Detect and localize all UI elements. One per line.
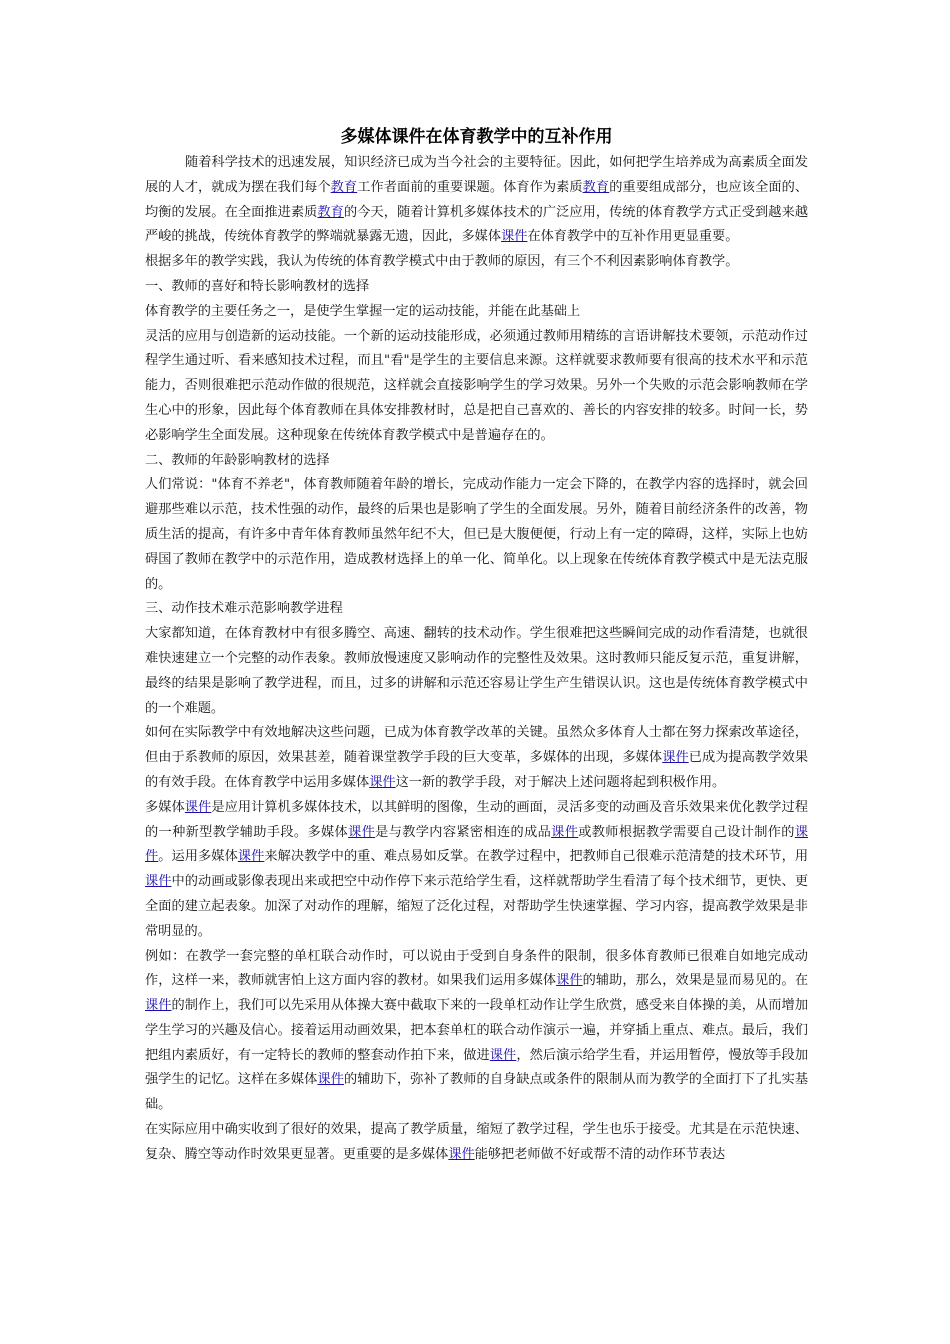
keyword-link[interactable]: 课件 [184, 799, 212, 815]
keyword-link[interactable]: 课件 [448, 1146, 475, 1162]
keyword-link[interactable]: 课件 [369, 774, 396, 790]
paragraph [145, 473, 808, 597]
keyword-link[interactable]: 课件 [556, 973, 583, 989]
document-title: 多媒体课件在体育教学中的互补作用 [340, 127, 613, 147]
paragraph [145, 250, 808, 275]
paragraph-text: 的今天，随着计算机多媒体技术的广泛应用，传统的体育教学方式正受到越来越严峻的挑战，传统体育教学的弊端就暴露无遗，因此，多媒体 [145, 204, 809, 245]
keyword-link[interactable]: 教育 [582, 179, 610, 195]
keyword-link[interactable]: 课件 [501, 229, 528, 245]
paragraph [145, 151, 808, 250]
paragraph-text: 人们常说："体育不养老"，体育教师随着年龄的增长，完成动作能力一定会下降的，在教学内容的选择时，就会回避那些难以示范，技术性强的动作，最终的后果也是影响了学生的全面发展。另外，随着目前经济条件的改善，物质生活的提高，有许多中青年体育教师虽然年纪不大，但已是大腹便便，行动上有一定的障碍，这样，实际上也妨碍国了教师在教学中的示范作用，造成教材选择上的单一化、简单化。以上现象在传统体育教学模式中是无法克服的。 [145, 477, 808, 592]
paragraph-text: 这一新的教学手段，对于解决上述问题将起到积极作用。 [395, 774, 726, 790]
paragraph-text: 的辅助，那么，效果是显而易见的。在 [582, 973, 809, 989]
paragraph [145, 721, 808, 795]
paragraph-text: 大家都知道，在体育教材中有很多腾空、高速、翻转的技术动作。学生很难把这些瞬间完成的动作看清楚，也就很难快速建立一个完整的动作表象。教师放慢速度又影响动作的完整性及效果。这时教师只能反复示范，重复讲解，最终的结果是影响了教学进程，而且，过多的讲解和示范还容易让学生产生错误认识。这也是传统体育教学模式中的一个难题。 [145, 626, 808, 716]
keyword-link[interactable]: 课件 [489, 1047, 517, 1063]
keyword-link[interactable]: 教育 [317, 204, 344, 220]
keyword-link[interactable]: 课件 [145, 874, 172, 890]
paragraph-text: 随着科学技术的迅速发展，知识经济已成为当今社会的主要特征。因此，如何把学生培养成为高素质全面发展的人才，就成为摆在我们每个 [145, 155, 808, 195]
document-body [145, 151, 808, 1168]
paragraph-text: 的重要组成部分，也应该全面的、均衡的发展。在全面推进素质 [145, 179, 809, 220]
document-page [145, 124, 808, 1168]
paragraph-text: 根据多年的教学实践，我认为传统的体育教学模式中由于教师的原因，有三个不利因素影响体育教学。 [145, 254, 739, 270]
paragraph-text: 如何在实际教学中有效地解决这些问题，已成为体育教学改革的关键。虽然众多体育人士都在努力探索改革途径，但由于系教师的原因，效果甚差，随着课堂教学手段的巨大变革，多媒体的出现，多媒体 [145, 725, 808, 766]
paragraph-text: 二、教师的年龄影响教材的选择 [145, 452, 330, 468]
paragraph-text: 在体育教学中的互补作用更显重要。 [527, 229, 739, 245]
keyword-link[interactable]: 课件 [145, 824, 809, 865]
paragraph [145, 275, 808, 300]
paragraph-text: 体育教学的主要任务之一，是使学生掌握一定的运动技能，并能在此基础上 [145, 303, 581, 319]
paragraph-text: 在实际应用中确实收到了很好的效果，提高了教学质量，缩短了教学过程，学生也乐于接受。尤其是在示范快速、复杂、腾空等动作时效果更显著。更重要的是多媒体 [145, 1122, 808, 1162]
paragraph-text: 来解决教学中的重、难点易如反掌。在教学过程中，把教师自己很难示范清楚的技术环节，用 [264, 849, 809, 865]
paragraph [145, 449, 808, 474]
paragraph-text: 的辅助下，弥补了教师的自身缺点或条件的限制从而为教学的全面打下了扎实基础。 [145, 1072, 809, 1113]
paragraph-text: 。运用多媒体 [158, 849, 238, 865]
paragraph [145, 300, 808, 325]
keyword-link[interactable]: 教育 [330, 179, 358, 195]
paragraph-text: 或教师根据教学需要自己设计制作的 [578, 824, 795, 840]
paragraph-text: 例如：在教学一套完整的单杠联合动作时，可以说由于受到自身条件的限制，很多体育教师已很难自如地完成动作，这样一来，教师就害怕上这方面内容的教材。如果我们运用多媒体 [145, 948, 808, 989]
paragraph-text: 三、动作技术难示范影响教学进程 [145, 601, 343, 617]
paragraph-text: 灵活的应用与创造新的运动技能。一个新的运动技能形成，必须通过教师用精练的言语讲解技术要领，示范动作过程学生通过听、看来感知技术过程，而且"看"是学生的主要信息来源。这样就要求教师要有很高的技术水平和示范能力，否则很难把示范动作做的很规范，这样就会直接影响学生的学习效果。另外一个失败的示范会影响教师在学生心中的形象，因此每个体育教师在具体安排教材时，总是把自己喜欢的、善长的内容安排的较多。时间一长，势必影响学生全面发展。这种现象在传统体育教学模式中是普遍存在的。 [145, 328, 808, 443]
paragraph-text: 是与教学内容紧密相连的成品 [375, 824, 552, 840]
paragraph [145, 597, 808, 622]
paragraph-text: 一、教师的喜好和特长影响教材的选择 [145, 278, 370, 294]
paragraph [145, 1118, 808, 1168]
paragraph-text: 能够把老师做不好或帮不清的动作环节表达 [474, 1146, 726, 1162]
paragraph-text: 的制作上，我们可以先采用从体操大赛中截取下来的一段单杠动作让学生欣赏，感受来自体操的美，从而增加学生学习的兴趣及信心。接着运用动画效果，把本套单杠的联合动作演示一遍，并穿插上重点、难点。最后，我们把组内素质好，有一定特长的教师的整套动作拍下来，做进 [145, 998, 809, 1063]
paragraph-text: ，然后演示给学生看，并运用暂停，慢放等手段加强学生的记忆。这样在多媒体 [145, 1047, 809, 1088]
paragraph [145, 622, 808, 721]
paragraph [145, 945, 808, 1119]
paragraph-text: 是应用计算机多媒体技术，以其鲜明的图像，生动的画面，灵活多变的动画及音乐效果来优化教学过程的一种新型教学辅助手段。多媒体 [145, 799, 809, 840]
keyword-link[interactable]: 课件 [348, 824, 376, 840]
paragraph [145, 796, 808, 945]
keyword-link[interactable]: 课件 [237, 849, 265, 865]
paragraph-text: 中的动画或影像表现出来或把空中动作停下来示范给学生看，这样就帮助学生看清了每个技术细节，更快、更全面的建立起表象。加深了对动作的理解，缩短了泛化过程，对帮助学生快速掌握、学习内容，提高教学效果是非常明显的。 [145, 874, 809, 939]
keyword-link[interactable]: 课件 [551, 824, 579, 840]
keyword-link[interactable]: 课件 [662, 750, 689, 766]
paragraph-text: 多媒体 [145, 799, 185, 815]
keyword-link[interactable]: 课件 [145, 998, 172, 1014]
paragraph [145, 325, 808, 449]
paragraph-text: 工作者面前的重要课题。体育作为素质 [357, 179, 583, 195]
keyword-link[interactable]: 课件 [317, 1072, 344, 1088]
paragraph-text: 已成为提高教学效果的有效手段。在体育教学中运用多媒体 [145, 750, 809, 790]
